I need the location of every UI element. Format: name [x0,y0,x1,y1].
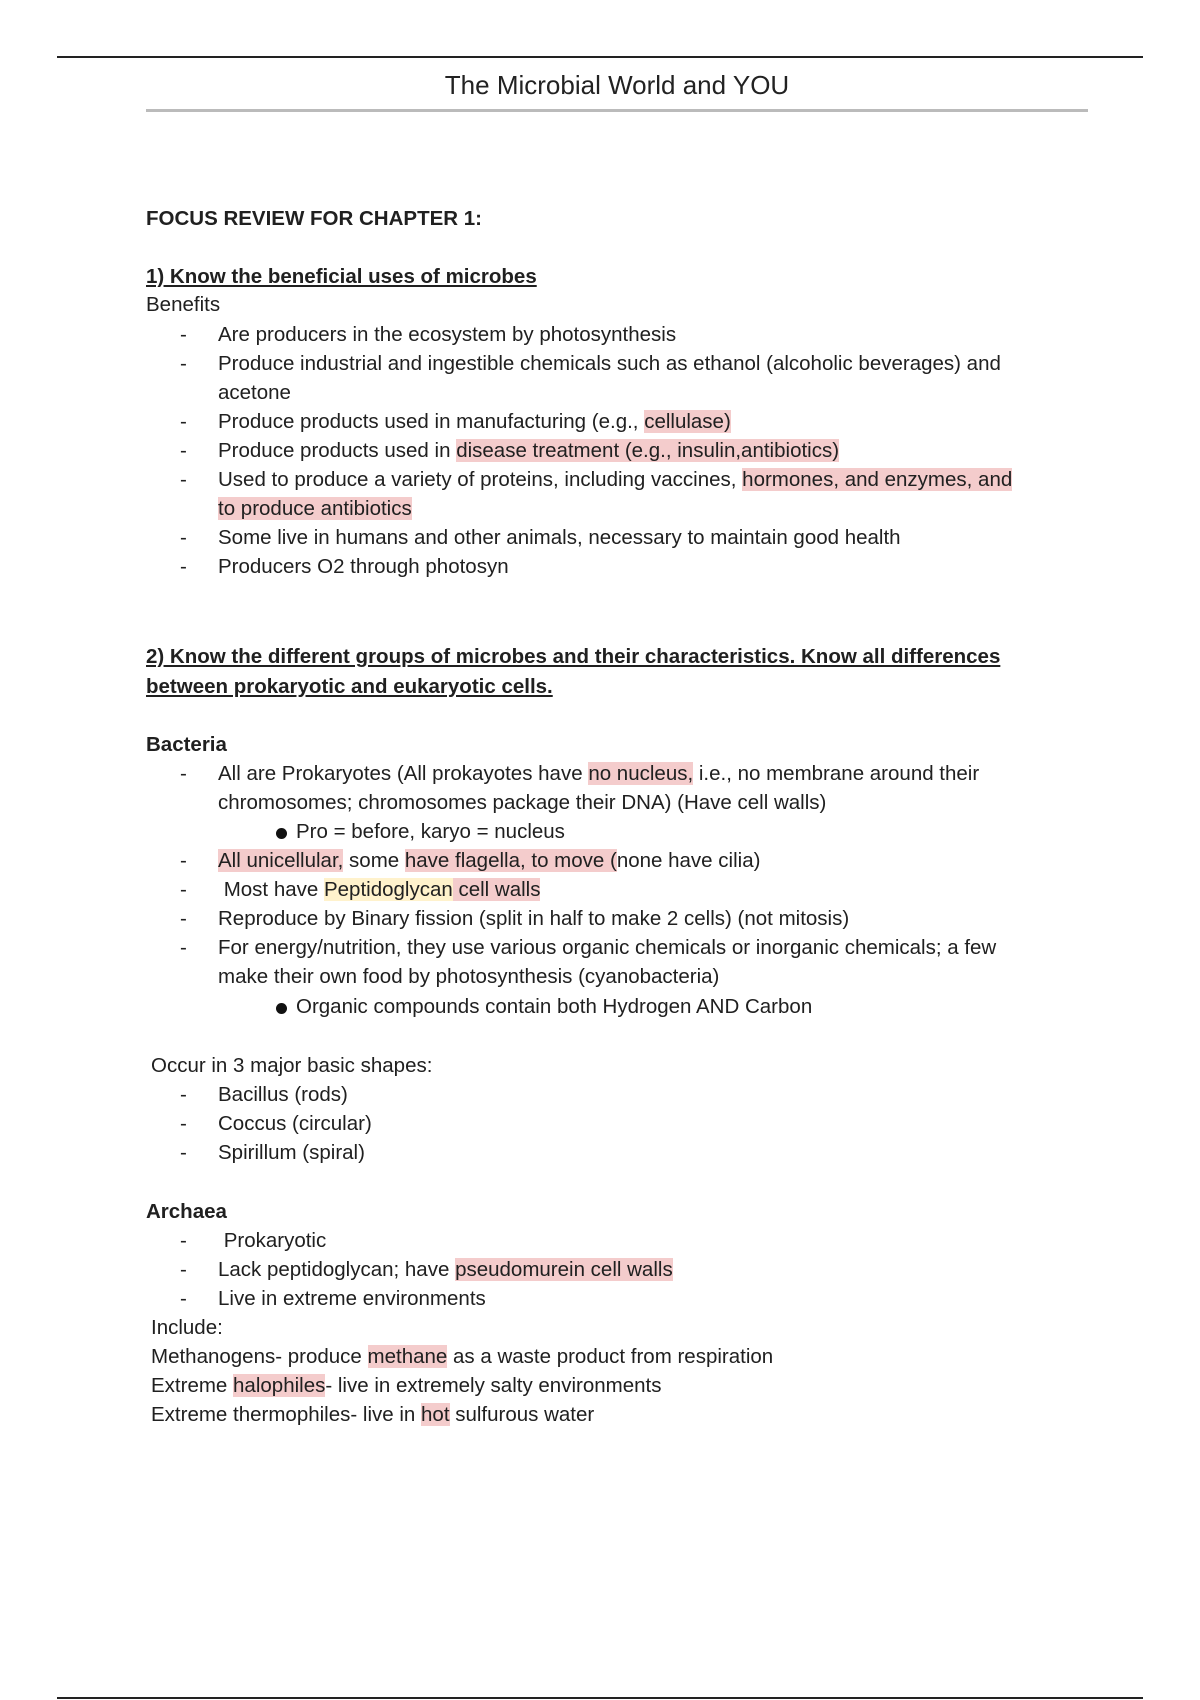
dash-marker: - [180,1287,187,1310]
bottom-rule [57,1697,1143,1699]
dash-marker: - [180,1229,187,1252]
bacteria-item: All are Prokaryotes (All prokayotes have no nucleus, i.e., no membrane around their [218,762,980,785]
bacteria-subitem: Pro = before, karyo = nucleus [296,820,565,843]
archaea-item: Prokaryotic [218,1229,327,1252]
benefit-item: Produce industrial and ingestible chemicals such as ethanol (alcoholic beverages) and [218,352,1001,375]
title-underline [146,109,1088,112]
dash-marker: - [180,762,187,785]
dash-marker: - [180,526,187,549]
archaea-item: Lack peptidoglycan; have pseudomurein cell walls [218,1258,673,1281]
highlight: methane [367,1345,448,1368]
focus-heading: FOCUS REVIEW FOR CHAPTER 1: [146,207,482,230]
highlight: hormones, and enzymes, and [742,468,1013,491]
archaea-heading: Archaea [146,1200,227,1223]
benefits-subheading: Benefits [146,293,221,316]
benefit-item: Are producers in the ecosystem by photosynthesis [218,323,677,346]
shape-item: Bacillus (rods) [218,1083,348,1106]
section1-heading: 1) Know the beneficial uses of microbes [146,265,537,288]
highlight: halophiles [233,1374,326,1397]
benefit-item: Produce products used in disease treatment (e.g., insulin,antibiotics) [218,439,840,462]
bullet-dot [276,1003,287,1014]
highlight: to produce antibiotics [218,497,412,520]
dash-marker: - [180,1112,187,1135]
highlight: cell walls [452,878,541,901]
archaea-item: Live in extreme environments [218,1287,486,1310]
benefit-item-continued [218,496,412,522]
bacteria-heading: Bacteria [146,733,227,756]
dash-marker: - [180,468,187,491]
highlight: All unicellular, [218,849,344,872]
archaea-group: Extreme thermophiles- live in hot sulfurous water [151,1403,595,1426]
benefit-item: Some live in humans and other animals, necessary to maintain good health [218,526,901,549]
highlight-yellow: Peptidoglycan [323,878,453,901]
include-label: Include: [151,1316,223,1339]
dash-marker: - [180,1141,187,1164]
top-rule [57,56,1143,58]
bacteria-item-continued: chromosomes; chromosomes package their DNA) (Have cell walls) [218,791,827,814]
bacteria-item: Most have Peptidoglycan cell walls [218,878,541,901]
dash-marker: - [180,878,187,901]
highlight: no nucleus, [588,762,694,785]
dash-marker: - [180,555,187,578]
highlight: disease treatment (e.g., insulin,antibiotics) [456,439,840,462]
benefit-item: Used to produce a variety of proteins, including vaccines, hormones, and enzymes, and [218,468,1013,491]
shapes-intro: Occur in 3 major basic shapes: [151,1054,433,1077]
dash-marker: - [180,907,187,930]
dash-marker: - [180,849,187,872]
bacteria-item-continued: make their own food by photosynthesis (cyanobacteria) [218,965,720,988]
dash-marker: - [180,410,187,433]
bacteria-item: For energy/nutrition, they use various organic chemicals or inorganic chemicals; a few [218,936,997,959]
highlight: have flagella, to move ( [404,849,617,872]
dash-marker: - [180,1083,187,1106]
highlight: cellulase) [644,410,731,433]
dash-marker: - [180,1258,187,1281]
shape-item: Spirillum (spiral) [218,1141,365,1164]
archaea-group: Extreme halophiles- live in extremely salty environments [151,1374,662,1397]
benefit-item: Producers O2 through photosyn [218,555,509,578]
archaea-group: Methanogens- produce methane as a waste product from respiration [151,1345,774,1368]
dash-marker: - [180,352,187,375]
dash-marker: - [180,323,187,346]
benefit-item: Produce products used in manufacturing (e.g., cellulase) [218,410,731,433]
dash-marker: - [180,439,187,462]
section2-heading-continued: between prokaryotic and eukaryotic cells. [146,675,553,698]
bacteria-item: Reproduce by Binary fission (split in half to make 2 cells) (not mitosis) [218,907,850,930]
dash-marker: - [180,936,187,959]
shape-item: Coccus (circular) [218,1112,372,1135]
highlight: pseudomurein cell walls [455,1258,673,1281]
benefit-item-continued: acetone [218,381,291,404]
document-title: The Microbial World and YOU [444,70,790,100]
highlight: hot [421,1403,450,1426]
bullet-dot [276,828,287,839]
bacteria-subitem: Organic compounds contain both Hydrogen AND Carbon [296,995,813,1018]
bacteria-item: All unicellular, some have flagella, to move (none have cilia) [218,849,761,872]
section2-heading: 2) Know the different groups of microbes and their characteristics. Know all differences [146,645,1001,668]
